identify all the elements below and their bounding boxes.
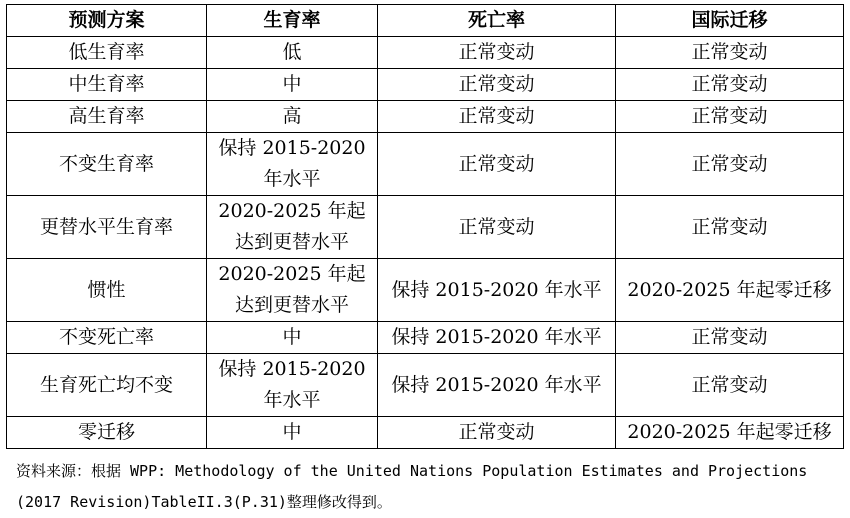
cell-scenario: 高生育率	[7, 101, 207, 133]
table-row	[7, 196, 844, 259]
cell-migration: 正常变动	[616, 322, 844, 354]
table-row	[7, 101, 844, 133]
cell-mortality: 保持 2015-2020 年水平	[378, 322, 616, 354]
cell-mortality: 正常变动	[378, 37, 616, 69]
cell-fertility: 中	[207, 417, 378, 449]
table-row	[7, 417, 844, 449]
table-row	[7, 322, 844, 354]
table-header-row	[7, 5, 844, 37]
cell-mortality: 保持 2015-2020 年水平	[378, 354, 616, 417]
cell-scenario: 零迁移	[7, 417, 207, 449]
cell-scenario: 不变死亡率	[7, 322, 207, 354]
cell-fertility: 保持 2015-2020 年水平	[207, 354, 378, 417]
cell-mortality: 正常变动	[378, 101, 616, 133]
cell-fertility: 中	[207, 322, 378, 354]
cell-migration: 正常变动	[616, 354, 844, 417]
cell-mortality: 正常变动	[378, 133, 616, 196]
cell-scenario: 不变生育率	[7, 133, 207, 196]
table-row	[7, 354, 844, 417]
table-row	[7, 133, 844, 196]
cell-fertility: 低	[207, 37, 378, 69]
cell-migration: 正常变动	[616, 37, 844, 69]
cell-scenario: 惯性	[7, 259, 207, 322]
cell-migration: 正常变动	[616, 69, 844, 101]
cell-migration: 正常变动	[616, 133, 844, 196]
cell-mortality: 正常变动	[378, 69, 616, 101]
cell-mortality: 正常变动	[378, 196, 616, 259]
cell-scenario: 低生育率	[7, 37, 207, 69]
cell-fertility: 2020-2025 年起达到更替水平	[207, 259, 378, 322]
table-row	[7, 37, 844, 69]
cell-fertility: 高	[207, 101, 378, 133]
header-fertility: 生育率	[207, 5, 378, 37]
cell-migration: 2020-2025 年起零迁移	[616, 417, 844, 449]
cell-migration: 正常变动	[616, 196, 844, 259]
cell-scenario: 生育死亡均不变	[7, 354, 207, 417]
header-mortality: 死亡率	[378, 5, 616, 37]
cell-fertility: 中	[207, 69, 378, 101]
cell-migration: 正常变动	[616, 101, 844, 133]
cell-scenario: 中生育率	[7, 69, 207, 101]
header-scenario: 预测方案	[7, 5, 207, 37]
cell-fertility: 保持 2015-2020 年水平	[207, 133, 378, 196]
cell-mortality: 保持 2015-2020 年水平	[378, 259, 616, 322]
source-note: 资料来源：根据 WPP: Methodology of the United Nations Population Estimates and Projections (2017 Revision)TableII.3(P.31)整理修改得到。	[16, 462, 808, 511]
header-migration: 国际迁移	[616, 5, 844, 37]
cell-scenario: 更替水平生育率	[7, 196, 207, 259]
table-row	[7, 69, 844, 101]
cell-mortality: 正常变动	[378, 417, 616, 449]
cell-fertility: 2020-2025 年起达到更替水平	[207, 196, 378, 259]
projection-scenarios-table	[6, 4, 844, 449]
table-row	[7, 259, 844, 322]
cell-migration: 2020-2025 年起零迁移	[616, 259, 844, 322]
